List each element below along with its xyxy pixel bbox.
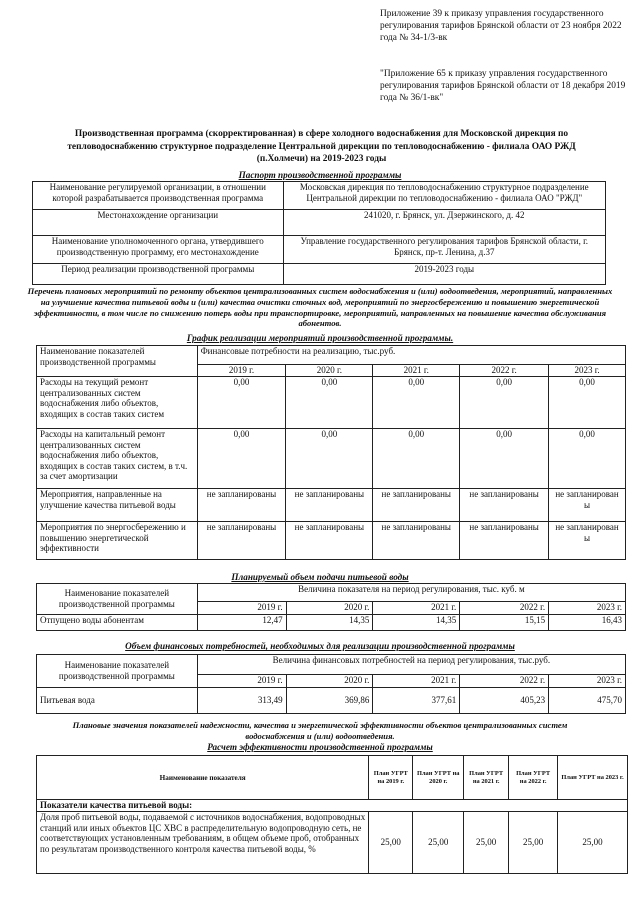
cell-value: 0,00	[286, 377, 373, 429]
plan-header: План УГРТ на 2022 г.	[509, 756, 558, 800]
cell-value: не запланированы	[373, 522, 460, 560]
year-header: 2019 г.	[197, 675, 286, 688]
cell-value: 15,15	[460, 615, 549, 631]
cell-value: 14,35	[373, 615, 460, 631]
cell-value: не запланированы	[197, 522, 286, 560]
passport-label: Местонахождение организации	[33, 210, 284, 236]
document-title: Производственная программа (скорректированная) в сфере холодного водоснабжения для Московской дирекция по тепловодоснабжению структурное подразделение Центральной дирекции по тепловодоснабжению - филиала ОАО РЖД (п.Холмечи) на 2019-2023 годы	[67, 129, 576, 164]
cell-value: 475,70	[549, 688, 626, 714]
row-label: Расходы на капитальный ремонт централизованных систем водоснабжения либо объектов, входящих в состав таких систем, в т.ч. за счет амортизации	[37, 429, 198, 489]
cell-value: 25,00	[413, 812, 464, 874]
year-header: 2022 г.	[460, 365, 549, 377]
year-header: 2021 г.	[373, 602, 460, 615]
schedule-col-header: Наименование показателей производственной программы	[37, 346, 198, 377]
cell-value: 0,00	[373, 377, 460, 429]
row-label: Мероприятия, направленные на улучшение качества питьевой воды	[37, 489, 198, 522]
volume-group-header: Величина показателя на период регулирования, тыс. куб. м	[197, 584, 625, 602]
finance-col-header: Наименование показателей производственной программы	[37, 655, 198, 688]
year-header: 2020 г.	[286, 675, 373, 688]
table-row	[33, 264, 606, 285]
volume-table	[36, 583, 626, 631]
passport-label: Наименование регулируемой организации, в отношении которой разрабатывается производственная программа	[33, 182, 284, 210]
cell-value: 377,61	[373, 688, 460, 714]
cell-value: 25,00	[509, 812, 558, 874]
schedule-heading: График реализации мероприятий производственной программы.	[186, 333, 454, 343]
table-row	[37, 346, 626, 365]
finance-group-header: Величина финансовых потребностей на период регулирования, тыс.руб.	[197, 655, 625, 675]
cell-value: 0,00	[286, 429, 373, 489]
finance-table	[36, 654, 626, 714]
cell-value: не запланированы	[286, 522, 373, 560]
cell-value: 313,49	[197, 688, 286, 714]
year-header: 2023 г.	[549, 675, 626, 688]
cell-value: не запланированы	[286, 489, 373, 522]
cell-value: 14,35	[286, 615, 373, 631]
volume-heading: Планируемый объем подачи питьевой воды	[231, 572, 409, 582]
table-row	[37, 584, 626, 602]
year-header: 2021 г.	[373, 675, 460, 688]
row-label: Отпущено воды абонентам	[37, 615, 198, 631]
year-header: 2023 г.	[549, 602, 626, 615]
table-row	[37, 615, 626, 631]
plan-header: План УГРТ на 2020 г.	[413, 756, 464, 800]
cell-value: 12,47	[197, 615, 286, 631]
cell-value: 16,43	[549, 615, 626, 631]
cell-value: 0,00	[460, 429, 549, 489]
table-row	[37, 489, 626, 522]
volume-col-header: Наименование показателей производственной программы	[37, 584, 198, 615]
passport-label: Наименование уполномоченного органа, утвердившего производственную программу, его местонахождение	[33, 236, 284, 264]
year-header: 2020 г.	[286, 602, 373, 615]
passport-value: 241020, г. Брянск, ул. Дзержинского, д. 42	[283, 210, 605, 236]
cell-value: 405,23	[460, 688, 549, 714]
plan-header: План УГРТ на 2019 г.	[369, 756, 413, 800]
year-header: 2021 г.	[373, 365, 460, 377]
year-header: 2022 г.	[460, 602, 549, 615]
passport-value: Управление государственного регулирования тарифов Брянской области, г. Брянск, пр-т. Ленина, д.37	[283, 236, 605, 264]
schedule-table	[36, 345, 626, 560]
cell-value: не запланированы	[373, 489, 460, 522]
cell-value: 25,00	[558, 812, 628, 874]
appendix-note-1: Приложение 39 к приказу управления государственного регулирования тарифов Брянской области от 23 ноября 2022 года № 34-1/3-вк	[380, 9, 622, 43]
finance-heading: Объем финансовых потребностей, необходимых для реализации производственной программы	[125, 641, 515, 651]
cell-value: 0,00	[373, 429, 460, 489]
passport-table	[32, 181, 606, 285]
year-header: 2020 г.	[286, 365, 373, 377]
table-row	[37, 655, 626, 675]
efficiency-col-header: Наименование показателя	[37, 756, 369, 800]
section-header: Показатели качества питьевой воды:	[37, 800, 628, 812]
cell-value: 0,00	[549, 429, 626, 489]
table-row	[37, 688, 626, 714]
cell-value: 25,00	[464, 812, 509, 874]
passport-heading: Паспорт производственной программы	[238, 170, 402, 180]
table-row	[37, 756, 628, 800]
table-row	[37, 377, 626, 429]
table-row	[37, 429, 626, 489]
table-row	[37, 800, 628, 812]
passport-value: 2019-2023 годы	[283, 264, 605, 285]
plan-header: План УГРТ на 2023 г.	[558, 756, 628, 800]
row-label: Расходы на текущий ремонт централизованных систем водоснабжения либо объектов, входящих в состав таких систем	[37, 377, 198, 429]
cell-value: 369,86	[286, 688, 373, 714]
reliability-paragraph: Плановые значения показателей надежности, качества и энергетической эффективности объектов централизованных систем водоснабжения и (или) водоотведения.	[72, 720, 568, 741]
year-header: 2019 г.	[197, 365, 286, 377]
efficiency-table	[36, 755, 628, 874]
cell-value: не запланирован ы	[549, 522, 626, 560]
appendix-note-2: "Приложение 65 к приказу управления государственного регулирования тарифов Брянской области от 18 декабря 2019 года № 36/1-вк"	[380, 69, 626, 103]
measures-paragraph: Перечень плановых мероприятий по ремонту объектов централизованных систем водоснабжения и (или) водоотведения, мероприятий, направленных на улучшение качества питьевой воды и (или) качества очистки сточных вод, мероприятий по энергосбережению и повышению энергетической эффективности, в том числе по снижению потерь воды при транспортировке, мероприятий, направленных на повышение качества обслуживания абонентов.	[27, 286, 613, 329]
table-row	[33, 236, 606, 264]
cell-value: 25,00	[369, 812, 413, 874]
cell-value: 0,00	[197, 429, 286, 489]
table-row	[37, 522, 626, 560]
efficiency-heading: Расчет эффективности производственной программы	[207, 742, 433, 752]
cell-value: не запланированы	[460, 489, 549, 522]
row-label: Доля проб питьевой воды, подаваемой с источников водоснабжения, водопроводных станций или иных объектов ЦС ХВС в распределительную водопроводную сеть, не соответствующих установленным требованиям, в общем объеме проб, отобранных по результатам производственного контроля качества питьевой воды, %	[37, 812, 369, 874]
cell-value: не запланирован ы	[549, 489, 626, 522]
row-label: Питьевая вода	[37, 688, 198, 714]
year-header: 2022 г.	[460, 675, 549, 688]
table-row	[33, 182, 606, 210]
passport-label: Период реализации производственной программы	[33, 264, 284, 285]
cell-value: 0,00	[460, 377, 549, 429]
cell-value: 0,00	[549, 377, 626, 429]
cell-value: не запланированы	[197, 489, 286, 522]
row-label: Мероприятия по энергосбережению и повышению энергетической эффективности	[37, 522, 198, 560]
table-row	[37, 812, 628, 874]
year-header: 2023 г.	[549, 365, 626, 377]
passport-value: Московская дирекция по тепловодоснабжению структурное подразделение Центральной дирекции по тепловодоснабжению - филиала ОАО "РЖД"	[283, 182, 605, 210]
schedule-group-header: Финансовые потребности на реализацию, тыс.руб.	[197, 346, 625, 365]
plan-header: План УГРТ на 2021 г.	[464, 756, 509, 800]
table-row	[33, 210, 606, 236]
cell-value: 0,00	[197, 377, 286, 429]
cell-value: не запланированы	[460, 522, 549, 560]
year-header: 2019 г.	[197, 602, 286, 615]
